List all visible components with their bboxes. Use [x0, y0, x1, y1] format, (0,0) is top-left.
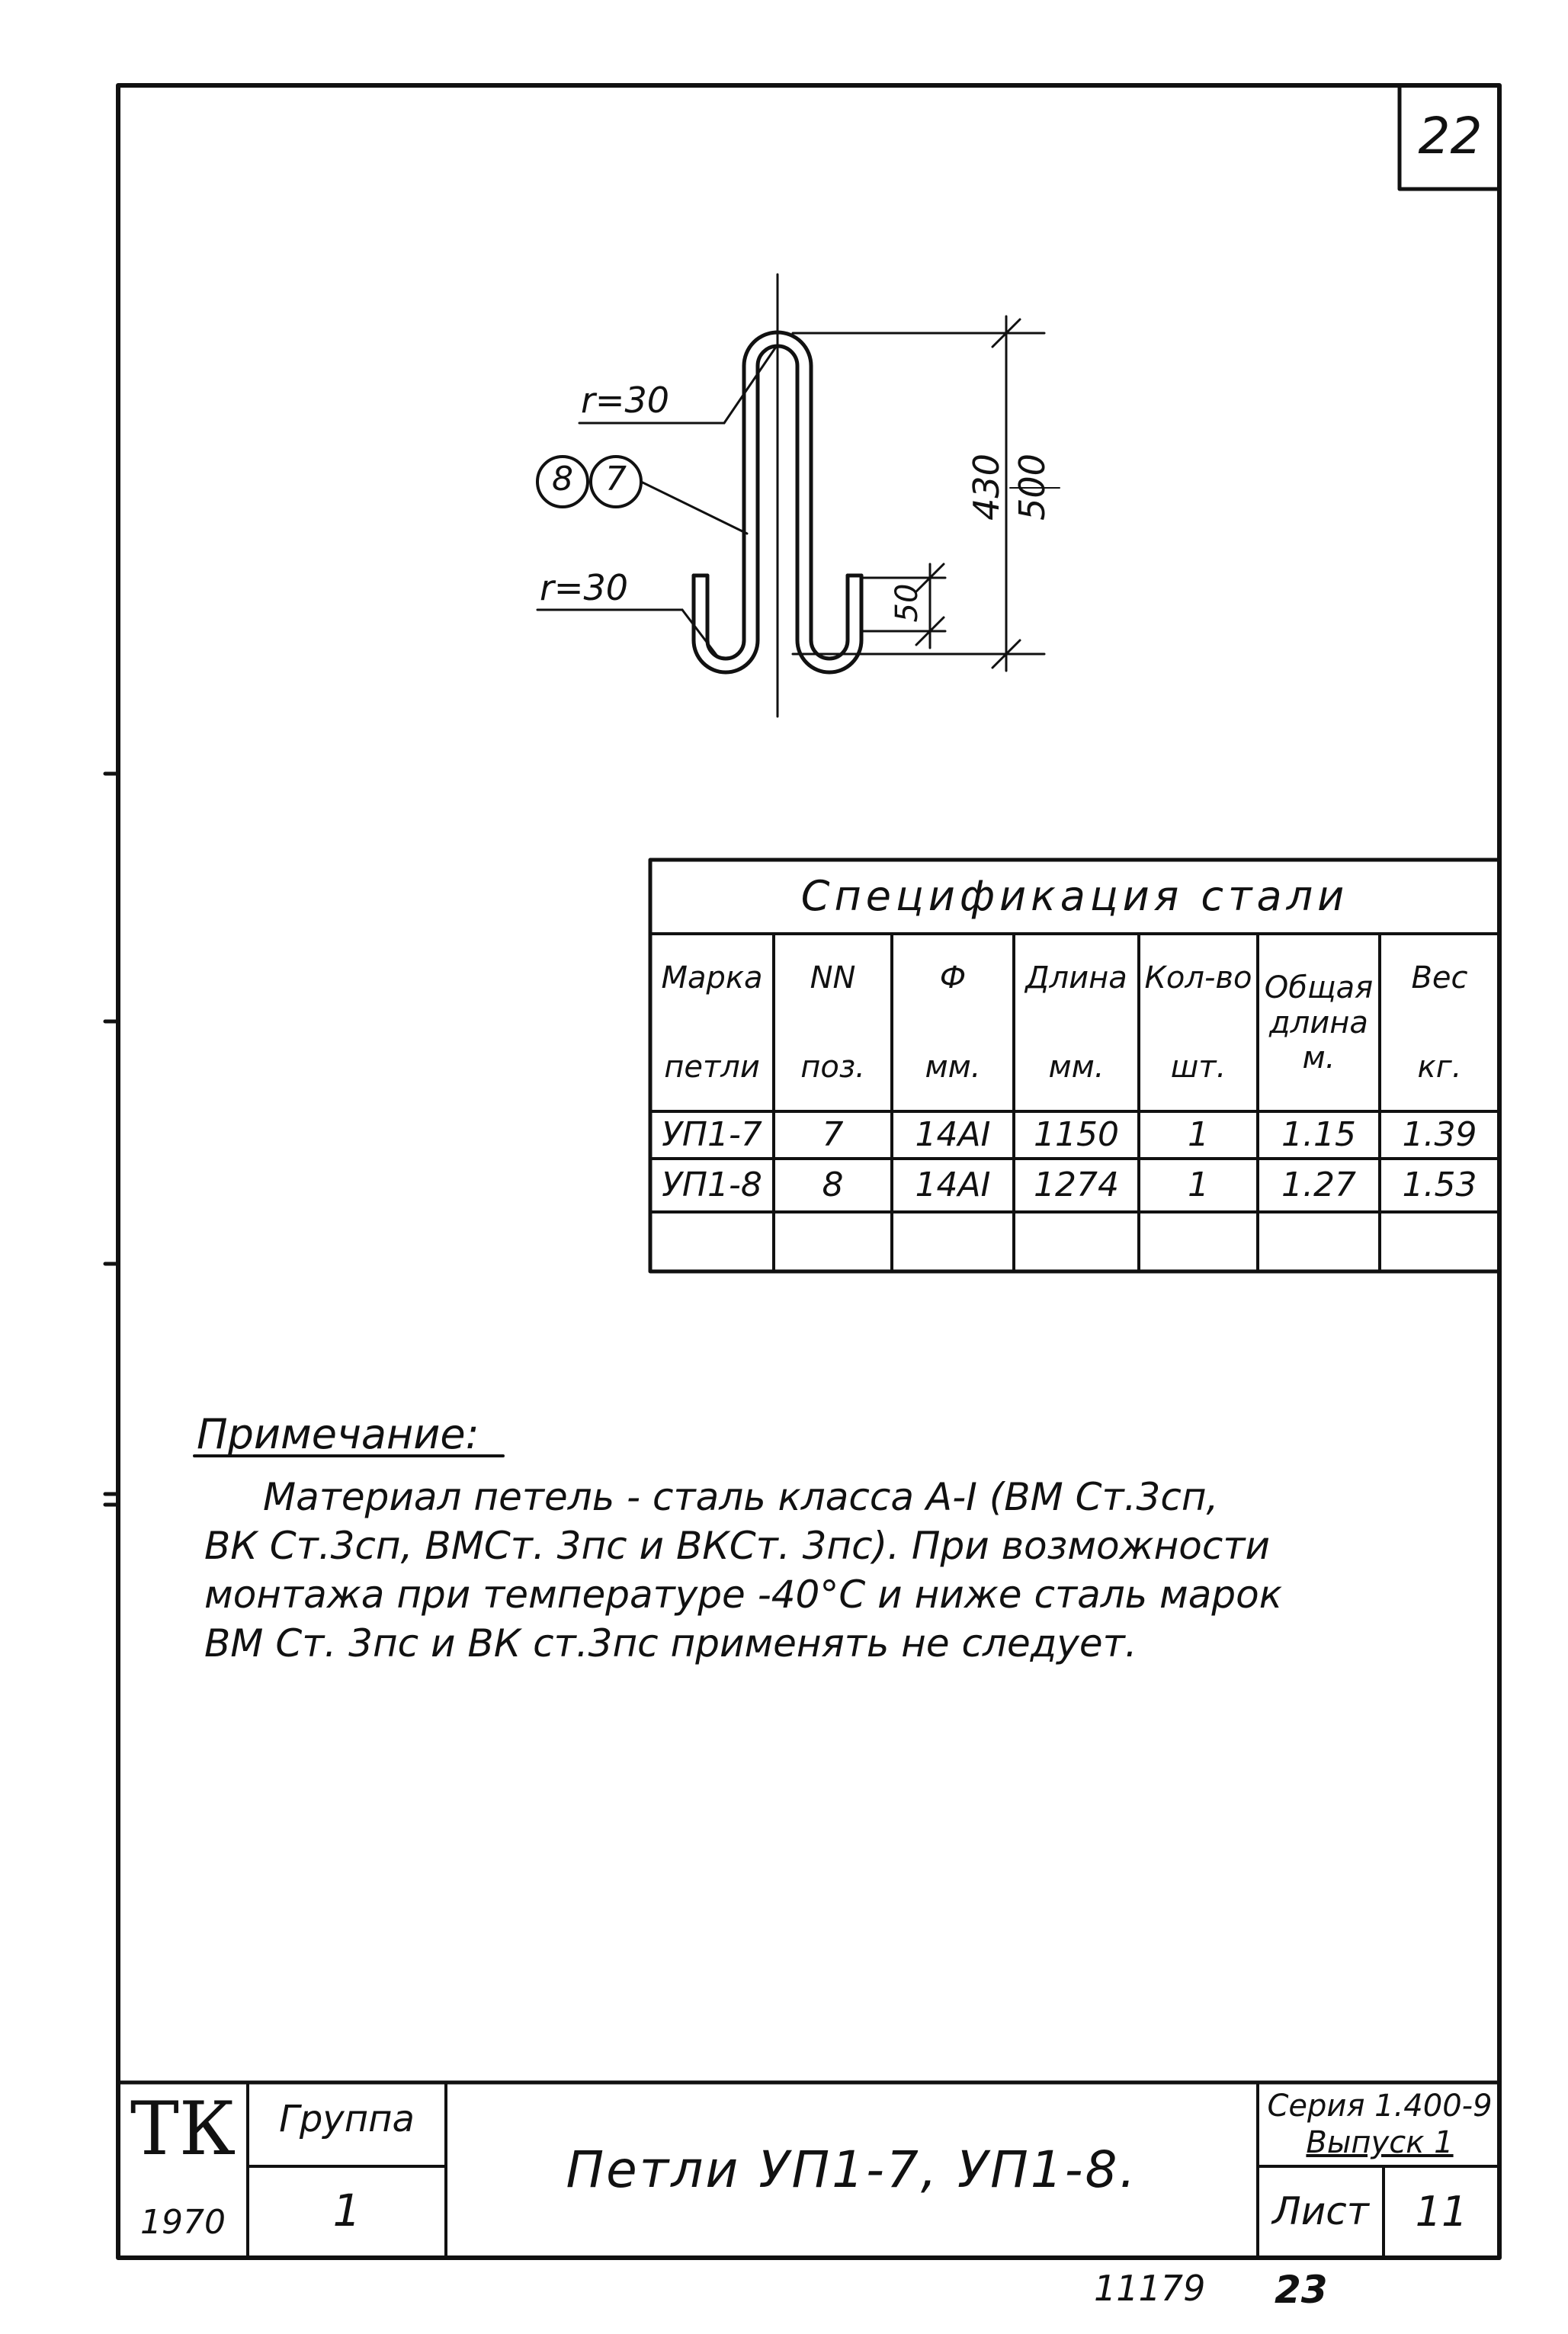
group-value: 1: [332, 2185, 361, 2236]
note-line-3: монтажа при температуре -40°С и ниже сталь марок: [204, 1573, 1282, 1617]
row1-pos: 7: [822, 1114, 844, 1154]
position-mark-7: 7: [605, 460, 627, 499]
row2-length: 1274: [1034, 1165, 1119, 1204]
drawing-title: Петли УП1-7, УП1-8.: [566, 2140, 1138, 2200]
header-mark: Марка петли: [661, 960, 763, 1085]
group-label: Группа: [279, 2098, 415, 2140]
row1-length: 1150: [1034, 1114, 1119, 1154]
row2-diameter: 14AI: [915, 1165, 991, 1204]
header-weight: Вес кг.: [1411, 960, 1468, 1085]
sheet-label: Лист: [1272, 2189, 1369, 2234]
archive-code: 11179: [1094, 2268, 1206, 2309]
radius-top-label: r=30: [581, 380, 669, 421]
position-mark-8: 8: [552, 460, 573, 499]
header-length: Длина мм.: [1025, 960, 1127, 1085]
row2-mark: УП1-8: [662, 1165, 762, 1204]
spec-table-title: Спецификация стали: [800, 872, 1349, 921]
header-diameter: Ф мм.: [925, 960, 981, 1085]
note-heading: Примечание:: [197, 1410, 479, 1458]
row1-total-length: 1.15: [1281, 1114, 1356, 1154]
page-number: 23: [1275, 2268, 1328, 2312]
note-line-1: Материал петель - сталь класса А-I (ВМ Ст.3сп,: [263, 1475, 1219, 1519]
dimension-500: 500: [1012, 454, 1053, 521]
organization-logo: ТК: [130, 2086, 236, 2172]
year: 1970: [140, 2203, 226, 2242]
row2-weight: 1.53: [1402, 1165, 1477, 1204]
dimension-50: 50: [890, 583, 925, 623]
row2-total-length: 1.27: [1281, 1165, 1356, 1204]
note-line-2: ВК Ст.3сп, ВМСт. 3пс и ВКСт. 3пс). При возможности: [204, 1524, 1270, 1568]
radius-bottom-label: r=30: [540, 567, 628, 608]
row1-quantity: 1: [1188, 1114, 1209, 1154]
issue: Выпуск 1: [1306, 2125, 1454, 2160]
sheet-value: 11: [1415, 2187, 1468, 2236]
dimension-430: 430: [966, 454, 1007, 521]
row2-quantity: 1: [1188, 1165, 1209, 1204]
note-line-4: ВМ Ст. 3пс и ВК ст.3пс применять не следует.: [204, 1621, 1137, 1666]
row1-weight: 1.39: [1402, 1114, 1477, 1154]
sheet-number: 22: [1418, 107, 1483, 165]
header-pos: NN поз.: [800, 960, 865, 1085]
header-total-length: Общая длина м.: [1264, 970, 1374, 1076]
row1-diameter: 14AI: [915, 1114, 991, 1154]
row1-mark: УП1-7: [662, 1114, 762, 1154]
series: Серия 1.400-9: [1267, 2089, 1493, 2124]
header-quantity: Кол-во шт.: [1144, 960, 1252, 1085]
row2-pos: 8: [822, 1165, 844, 1204]
